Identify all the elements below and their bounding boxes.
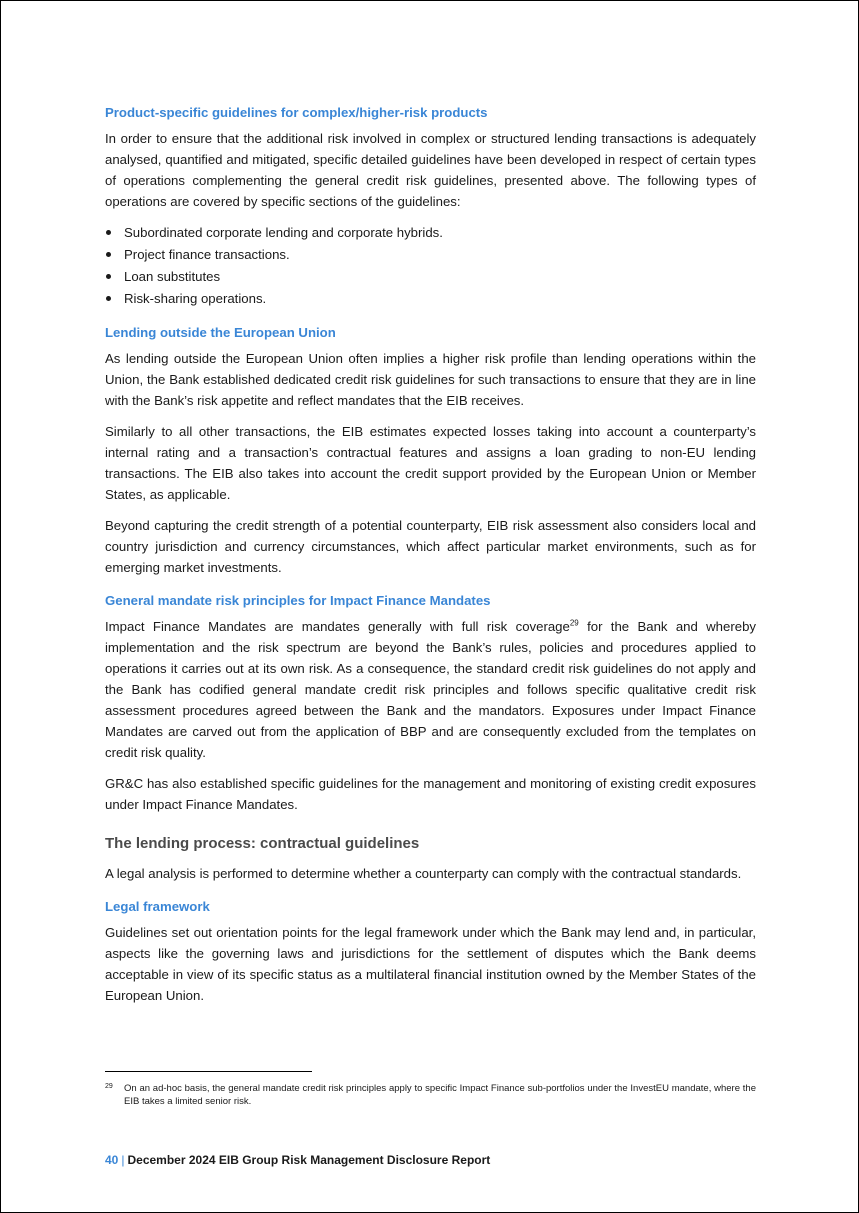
footnote-divider — [105, 1071, 312, 1072]
paragraph-text: for the Bank and whereby implementation and the risk spectrum are beyond the Bank’s rules, policies and procedures applied to operations it carries out at its own risk. As a consequence, the standard credit risk guidelines do not apply and the Bank has codified general mandate credit risk principles and follows specific qualitative credit risk assessment procedures agreed between the Bank and the mandators. Exposures under Impact Finance Mandates are carved out from the application of BBP and are consequently excluded from the templates on credit risk quality. — [105, 619, 756, 760]
section-heading-legal-framework: Legal framework — [105, 899, 210, 914]
paragraph-lending-outside-1: As lending outside the European Union often implies a higher risk profile than lending operations within the Union, the Bank established dedicated credit risk guidelines for such transactions to ensure that they are in line with the Bank’s risk appetite and reflect mandates that the EIB receives. — [105, 351, 756, 408]
footnote-number: 29 — [105, 1083, 113, 1090]
operation-types-list — [105, 222, 756, 310]
footnote-text: On an ad-hoc basis, the general mandate credit risk principles apply to specific Impact Finance sub-portfolios under the InvestEU mandate, where the EIB takes a limited senior risk. — [124, 1083, 756, 1107]
list-item: Project finance transactions. — [105, 244, 756, 266]
list-item: Loan substitutes — [105, 266, 756, 288]
section-heading-lending-outside: Lending outside the European Union — [105, 325, 336, 340]
paragraph-lending-process: A legal analysis is performed to determine whether a counterparty can comply with the contractual standards. — [105, 866, 742, 881]
paragraph-general-mandate-1 — [105, 616, 756, 763]
paragraph-general-mandate-2: GR&C has also established specific guidelines for the management and monitoring of existing credit exposures under Impact Finance Mandates. — [105, 776, 756, 812]
report-title: December 2024 EIB Group Risk Management Disclosure Report — [127, 1153, 491, 1167]
footnote-reference[interactable]: 29 — [569, 618, 579, 628]
paragraph-product-specific: In order to ensure that the additional risk involved in complex or structured lending transactions is adequately analysed, quantified and mitigated, specific detailed guidelines have been developed in respect of certain types of operations complementing the general credit risk guidelines, presented above. The following types of operations are covered by specific sections of the guidelines: — [105, 131, 756, 209]
list-item: Subordinated corporate lending and corporate hybrids. — [105, 222, 756, 244]
page-body — [105, 104, 756, 1016]
paragraph-legal-framework: Guidelines set out orientation points for the legal framework under which the Bank may lend and, in particular, aspects like the governing laws and jurisdictions for the settlement of disputes which the Bank deems acceptable in view of its specific status as a multilateral financial institution owned by the Member States of the European Union. — [105, 925, 756, 1003]
paragraph-lending-outside-3: Beyond capturing the credit strength of a potential counterparty, EIB risk assessment also considers local and country jurisdiction and currency circumstances, which affect particular market environments, such as for emerging market investments. — [105, 518, 756, 575]
section-heading-product-specific: Product-specific guidelines for complex/higher-risk products — [105, 105, 488, 120]
paragraph-text: Impact Finance Mandates are mandates generally with full risk coverage — [105, 619, 570, 634]
list-item: Risk-sharing operations. — [105, 288, 756, 310]
page-footer — [105, 1153, 490, 1167]
paragraph-lending-outside-2: Similarly to all other transactions, the EIB estimates expected losses taking into account a counterparty’s internal rating and a transaction’s contractual features and assigns a loan grading to non-EU lending transactions. The EIB also takes into account the credit support provided by the European Union or Member States, as applicable. — [105, 424, 756, 502]
section-heading-lending-process: The lending process: contractual guidelines — [105, 835, 420, 852]
section-heading-general-mandate: General mandate risk principles for Impact Finance Mandates — [105, 593, 491, 608]
footer-separator: | — [121, 1153, 125, 1167]
footnote — [105, 1082, 756, 1108]
page-number: 40 — [105, 1153, 119, 1167]
